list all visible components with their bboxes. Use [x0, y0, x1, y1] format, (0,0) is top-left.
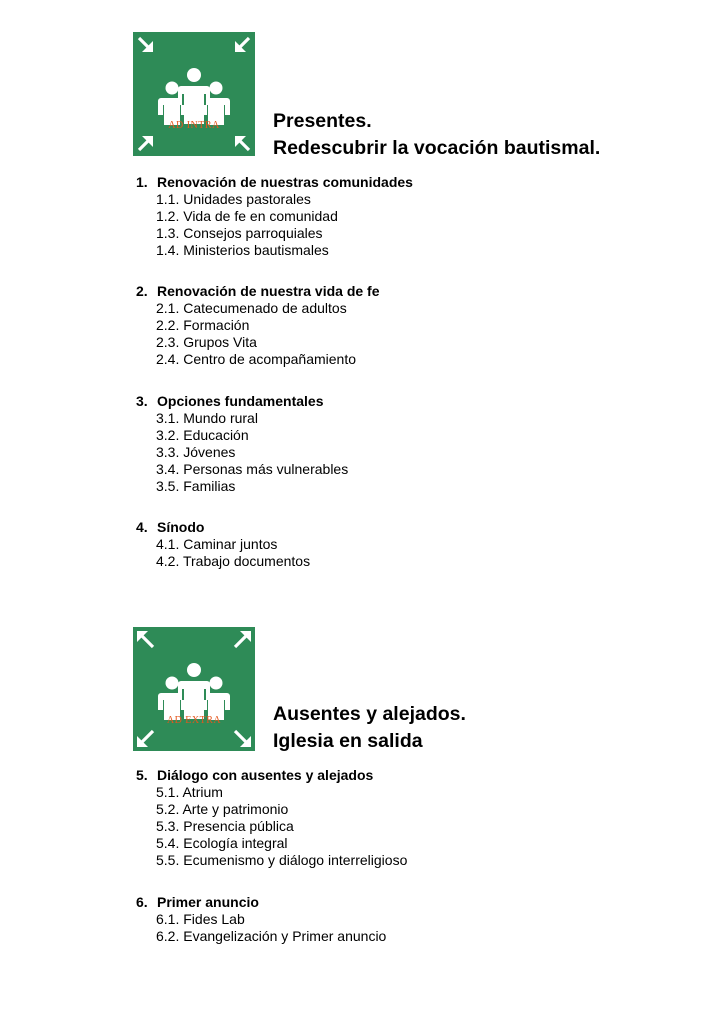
heading-line: Redescubrir la vocación bautismal.	[273, 137, 601, 159]
list-item: 4.1. Caminar juntos	[156, 536, 278, 552]
section	[136, 283, 380, 368]
list-item: 5.3. Presencia pública	[156, 818, 294, 834]
section-title-text: Renovación de nuestras comunidades	[157, 174, 413, 190]
list-item: 3.1. Mundo rural	[156, 410, 258, 426]
section-title-text: Opciones fundamentales	[157, 393, 324, 409]
section-number: 4.	[136, 519, 148, 535]
list-item: 1.2. Vida de fe en comunidad	[156, 208, 338, 224]
list-item: 3.4. Personas más vulnerables	[156, 461, 349, 477]
section-title	[136, 393, 348, 410]
section	[136, 174, 413, 259]
section-title	[136, 174, 413, 191]
ad-intra-sign	[133, 32, 255, 156]
section-title	[136, 894, 386, 911]
heading-line: Ausentes y alejados.	[273, 703, 466, 725]
section-title	[136, 283, 380, 300]
ad-extra-sign	[133, 627, 255, 751]
list-item: 4.2. Trabajo documentos	[156, 553, 311, 569]
list-item: 6.2. Evangelización y Primer anuncio	[156, 928, 387, 944]
section-title-text: Sínodo	[157, 519, 205, 535]
section-number: 6.	[136, 894, 148, 910]
section-title-text: Diálogo con ausentes y alejados	[157, 767, 374, 783]
section	[136, 894, 386, 945]
list-item: 3.2. Educación	[156, 427, 249, 443]
section	[136, 393, 348, 495]
section-number: 1.	[136, 174, 148, 190]
section	[136, 767, 407, 869]
list-item: 2.3. Grupos Vita	[156, 334, 257, 350]
section-number: 3.	[136, 393, 148, 409]
list-item: 5.4. Ecología integral	[156, 835, 288, 851]
heading-line: Iglesia en salida	[273, 730, 423, 752]
block2-heading	[273, 701, 466, 755]
section-number: 5.	[136, 767, 148, 783]
section	[136, 519, 310, 570]
section-title-text: Primer anuncio	[157, 894, 259, 910]
sign-label: AD INTRA	[168, 120, 220, 131]
list-item: 5.5. Ecumenismo y diálogo interreligioso	[156, 852, 408, 868]
heading-line: Presentes.	[273, 110, 372, 132]
list-item: 5.2. Arte y patrimonio	[156, 801, 289, 817]
list-item: 6.1. Fides Lab	[156, 911, 245, 927]
list-item: 2.4. Centro de acompañamiento	[156, 351, 357, 367]
section-title-text: Renovación de nuestra vida de fe	[157, 283, 380, 299]
section-number: 2.	[136, 283, 148, 299]
list-item: 2.1. Catecumenado de adultos	[156, 300, 347, 316]
list-item: 1.1. Unidades pastorales	[156, 191, 311, 207]
list-item: 1.4. Ministerios bautismales	[156, 242, 329, 258]
list-item: 5.1. Atrium	[156, 784, 223, 800]
list-item: 3.5. Familias	[156, 478, 236, 494]
sign-label: AD EXTRA	[166, 715, 222, 726]
list-item: 3.3. Jóvenes	[156, 444, 236, 460]
section-title	[136, 519, 310, 536]
section-title	[136, 767, 407, 784]
list-item: 2.2. Formación	[156, 317, 250, 333]
list-item: 1.3. Consejos parroquiales	[156, 225, 323, 241]
block1-heading	[273, 108, 600, 162]
